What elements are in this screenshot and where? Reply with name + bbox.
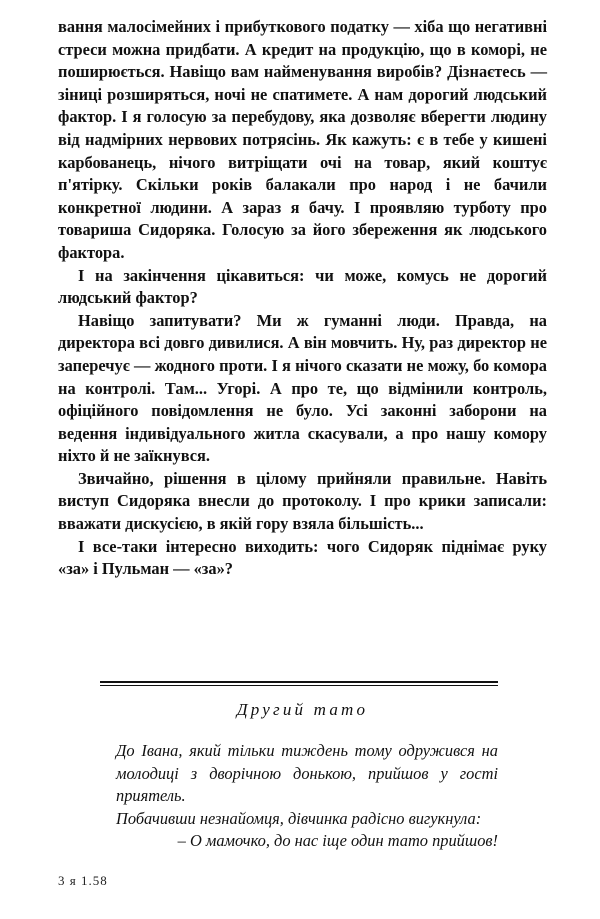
story-title: Другий тато — [236, 700, 369, 719]
story-paragraph-1: До Івана, який тільки тиждень тому одружився на молодиці з дворічною донькою, прийшов у гості приятель. — [116, 741, 498, 806]
main-text — [58, 16, 547, 581]
page-signature-mark: 3 я 1.58 — [58, 873, 108, 888]
section-divider — [100, 681, 498, 683]
paragraph-2: І на закінчення цікавиться: чи може, комусь не дорогий людський фактор? — [58, 265, 547, 308]
paragraph-1: вання малосімейних і прибуткового податку — хіба що негативні стреси можна придбати. А кредит на продукцію, що в коморі, не поширюється. Навіщо вам найменування виробів? Дізнаєтесь — зіниці розширяться, ночі не спатимете. А нам дорогий людський фактор. І я голосую за перебудову, яка дозволяє вберегти людину від надмірних нервових потрясінь. Як кажуть: є в тебе у кишені карбованець, нічого витріщати очі на товар, який коштує п'ятірку. Скільки років балакали про народ і не бачили конкретної людини. А зараз я бачу. І проявляю турботу про товариша Сидоряка. Голосую за його збереження як людського фактора. — [58, 17, 547, 262]
story-text — [116, 740, 498, 853]
story-paragraph-2: Побачивши незнайомця, дівчинка радісно вигукнула: — [116, 808, 482, 828]
section-divider-thin — [100, 685, 498, 686]
paragraph-4: Звичайно, рішення в цілому прийняли правильне. Навіть виступ Сидоряка внесли до протоколу. І про крики записали: вважати дискусією, в якій гору взяла більшість... — [58, 468, 547, 534]
paragraph-3: Навіщо запитувати? Ми ж гуманні люди. Правда, на директора всі довго дивилися. А він мовчить. Ну, раз директор не заперечує — жодного проти. І я нічого сказати не можу, бо комора на контролі. Там... Угорі. А про те, що відмінили контроль, офіційного повідомлення не було. Усі законні заборони на ведення індивідуального житла скасували, а про нашу комору ніхто й не заїкнувся. — [58, 310, 547, 466]
paragraph-5: І все-таки інтересно виходить: чого Сидоряк піднімає руку «за» і Пульман — «за»? — [58, 536, 547, 579]
story-dialog: – О мамочко, до нас іще один тато прийшов! — [177, 831, 498, 851]
